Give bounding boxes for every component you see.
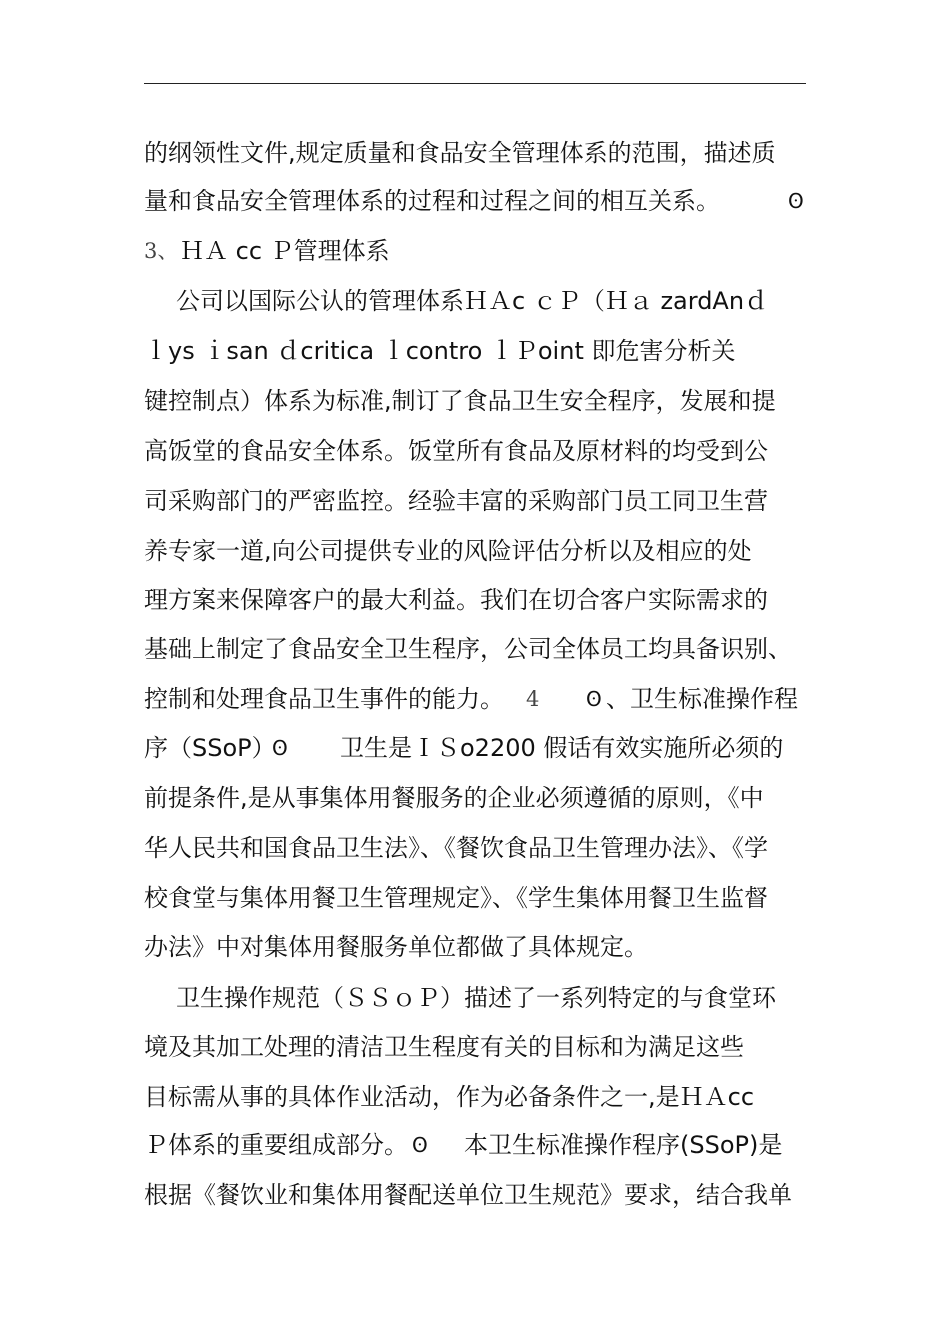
- section-heading: ＨＡ cc Ｐ管理体系: [180, 237, 390, 265]
- section-number: 4: [526, 687, 540, 711]
- paragraph-mark: ʘ: [586, 687, 602, 711]
- paragraph-mark: ʘ: [412, 1133, 428, 1157]
- text-line: 公司以国际公认的管理体系ＨＡc ｃＰ（Ｈａ zardAnｄ: [176, 287, 769, 315]
- section-number: 3、: [144, 239, 179, 263]
- section-heading: 序（SSoP）: [144, 734, 276, 762]
- text-line: 卫生操作规范（ＳＳｏＰ）描述了一系列特定的与食堂环: [176, 984, 776, 1012]
- text-line: 键控制点）体系为标准,制订了食品卫生安全程序，发展和提: [144, 387, 776, 415]
- text-line: 目标需从事的具体作业活动，作为必备条件之一,是ＨＡcc: [144, 1083, 755, 1111]
- header-rule: [144, 83, 806, 84]
- text-line: 控制和处理食品卫生事件的能力。: [144, 685, 504, 713]
- text-line: 境及其加工处理的清洁卫生程度有关的目标和为满足这些: [144, 1033, 744, 1061]
- text-line: 司采购部门的严密监控。经验丰富的采购部门员工同卫生营: [144, 487, 768, 515]
- paragraph-mark: ʘ: [272, 736, 288, 760]
- text-line: 卫生是ＩＳo2200 假话有效实施所必须的: [340, 734, 784, 762]
- text-line: 前提条件,是从事集体用餐服务的企业必须遵循的原则，《中: [144, 784, 764, 812]
- text-line: 基础上制定了食品安全卫生程序，公司全体员工均具备识别、: [144, 635, 792, 663]
- section-heading: 、卫生标准操作程: [606, 685, 798, 713]
- text-line: 养专家一道,向公司提供专业的风险评估分析以及相应的处: [144, 537, 752, 565]
- text-line: Ｐ体系的重要组成部分。: [144, 1131, 408, 1159]
- text-line: ｌys ｉsan ｄcritica ｌcontro ｌＰoint 即危害分析关: [144, 337, 736, 365]
- text-line: 华人民共和国食品卫生法》、《餐饮食品卫生管理办法》、《学: [144, 834, 768, 862]
- paragraph-mark: ʘ: [788, 189, 804, 213]
- text-line: 本卫生标准操作程序(SSoP)是: [464, 1131, 783, 1159]
- text-line: 高饭堂的食品安全体系。饭堂所有食品及原材料的均受到公: [144, 437, 768, 465]
- text-line: 办法》中对集体用餐服务单位都做了具体规定。: [144, 933, 648, 961]
- text-line: 的纲领性文件,规定质量和食品安全管理体系的范围，描述质: [144, 139, 776, 167]
- text-line: 校食堂与集体用餐卫生管理规定》、《学生集体用餐卫生监督: [144, 884, 768, 912]
- text-line: 理方案来保障客户的最大利益。我们在切合客户实际需求的: [144, 586, 768, 614]
- text-line: 量和食品安全管理体系的过程和过程之间的相互关系。: [144, 187, 720, 215]
- text-line: 根据《餐饮业和集体用餐配送单位卫生规范》要求，结合我单: [144, 1181, 792, 1209]
